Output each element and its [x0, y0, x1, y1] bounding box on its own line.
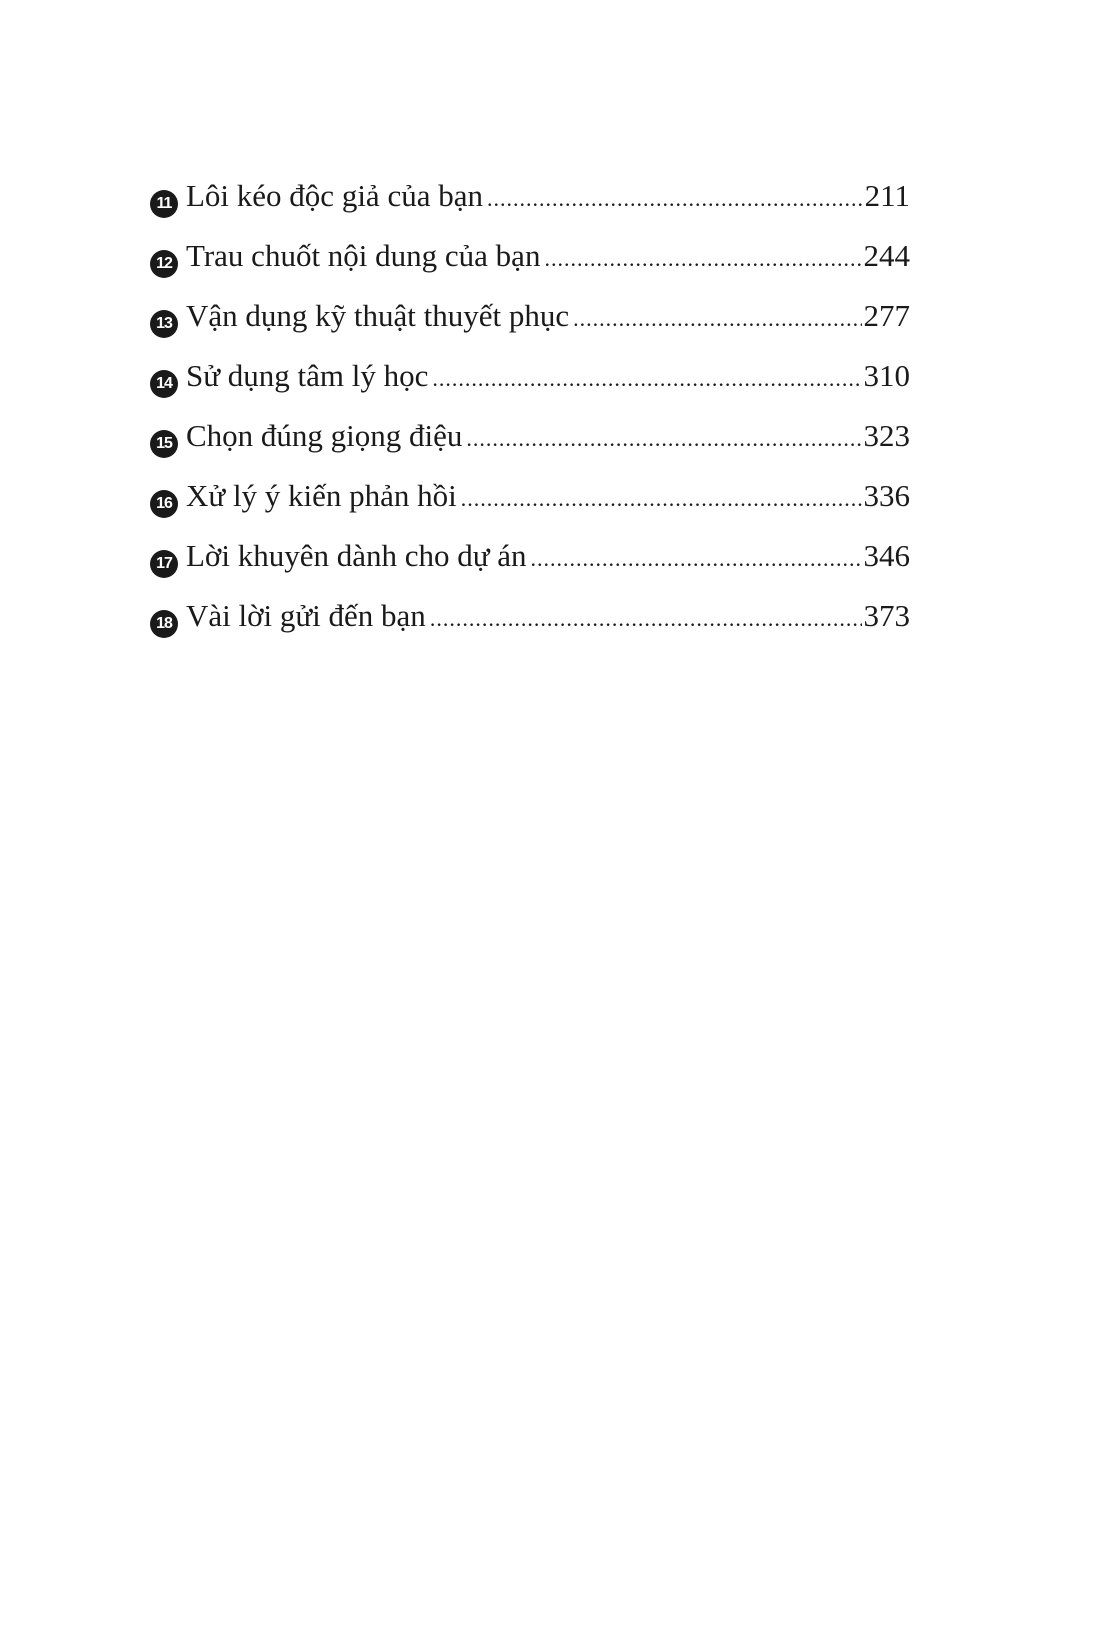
page-number: 310 — [863, 358, 910, 393]
chapter-title: Sử dụng tâm lý học — [186, 358, 429, 393]
dot-leader — [430, 593, 862, 645]
page-number: 373 — [863, 598, 910, 633]
dot-leader — [432, 353, 861, 405]
toc-entry[interactable] — [150, 530, 910, 590]
chapter-title: Lời khuyên dành cho dự án — [186, 538, 527, 573]
dot-leader — [531, 533, 862, 585]
chapter-title: Xử lý ý kiến phản hồi — [186, 478, 457, 513]
chapter-number-badge: 17 — [150, 550, 178, 578]
dot-leader — [544, 233, 861, 285]
chapter-title: Trau chuốt nội dung của bạn — [186, 238, 541, 273]
table-of-contents — [150, 170, 910, 650]
toc-entry[interactable] — [150, 590, 910, 650]
page-number: 336 — [863, 478, 910, 513]
page-number: 211 — [864, 178, 910, 213]
page-number: 323 — [863, 418, 910, 453]
dot-leader — [487, 173, 863, 225]
toc-entry[interactable] — [150, 290, 910, 350]
toc-entry[interactable] — [150, 470, 910, 530]
chapter-number-badge: 11 — [150, 190, 178, 218]
chapter-number-badge: 16 — [150, 490, 178, 518]
page-number: 244 — [863, 238, 910, 273]
chapter-number-badge: 15 — [150, 430, 178, 458]
toc-entry[interactable] — [150, 230, 910, 290]
chapter-number-badge: 18 — [150, 610, 178, 638]
chapter-title: Chọn đúng giọng điệu — [186, 418, 463, 453]
chapter-title: Vận dụng kỹ thuật thuyết phục — [186, 298, 570, 333]
dot-leader — [573, 293, 861, 345]
chapter-title: Lôi kéo độc giả của bạn — [186, 178, 483, 213]
chapter-number-badge: 14 — [150, 370, 178, 398]
toc-entry[interactable] — [150, 170, 910, 230]
page-number: 277 — [863, 298, 910, 333]
toc-entry[interactable] — [150, 410, 910, 470]
toc-entry[interactable] — [150, 350, 910, 410]
chapter-number-badge: 12 — [150, 250, 178, 278]
dot-leader — [461, 473, 862, 525]
chapter-title: Vài lời gửi đến bạn — [186, 598, 426, 633]
chapter-number-badge: 13 — [150, 310, 178, 338]
page-number: 346 — [863, 538, 910, 573]
dot-leader — [466, 413, 861, 465]
